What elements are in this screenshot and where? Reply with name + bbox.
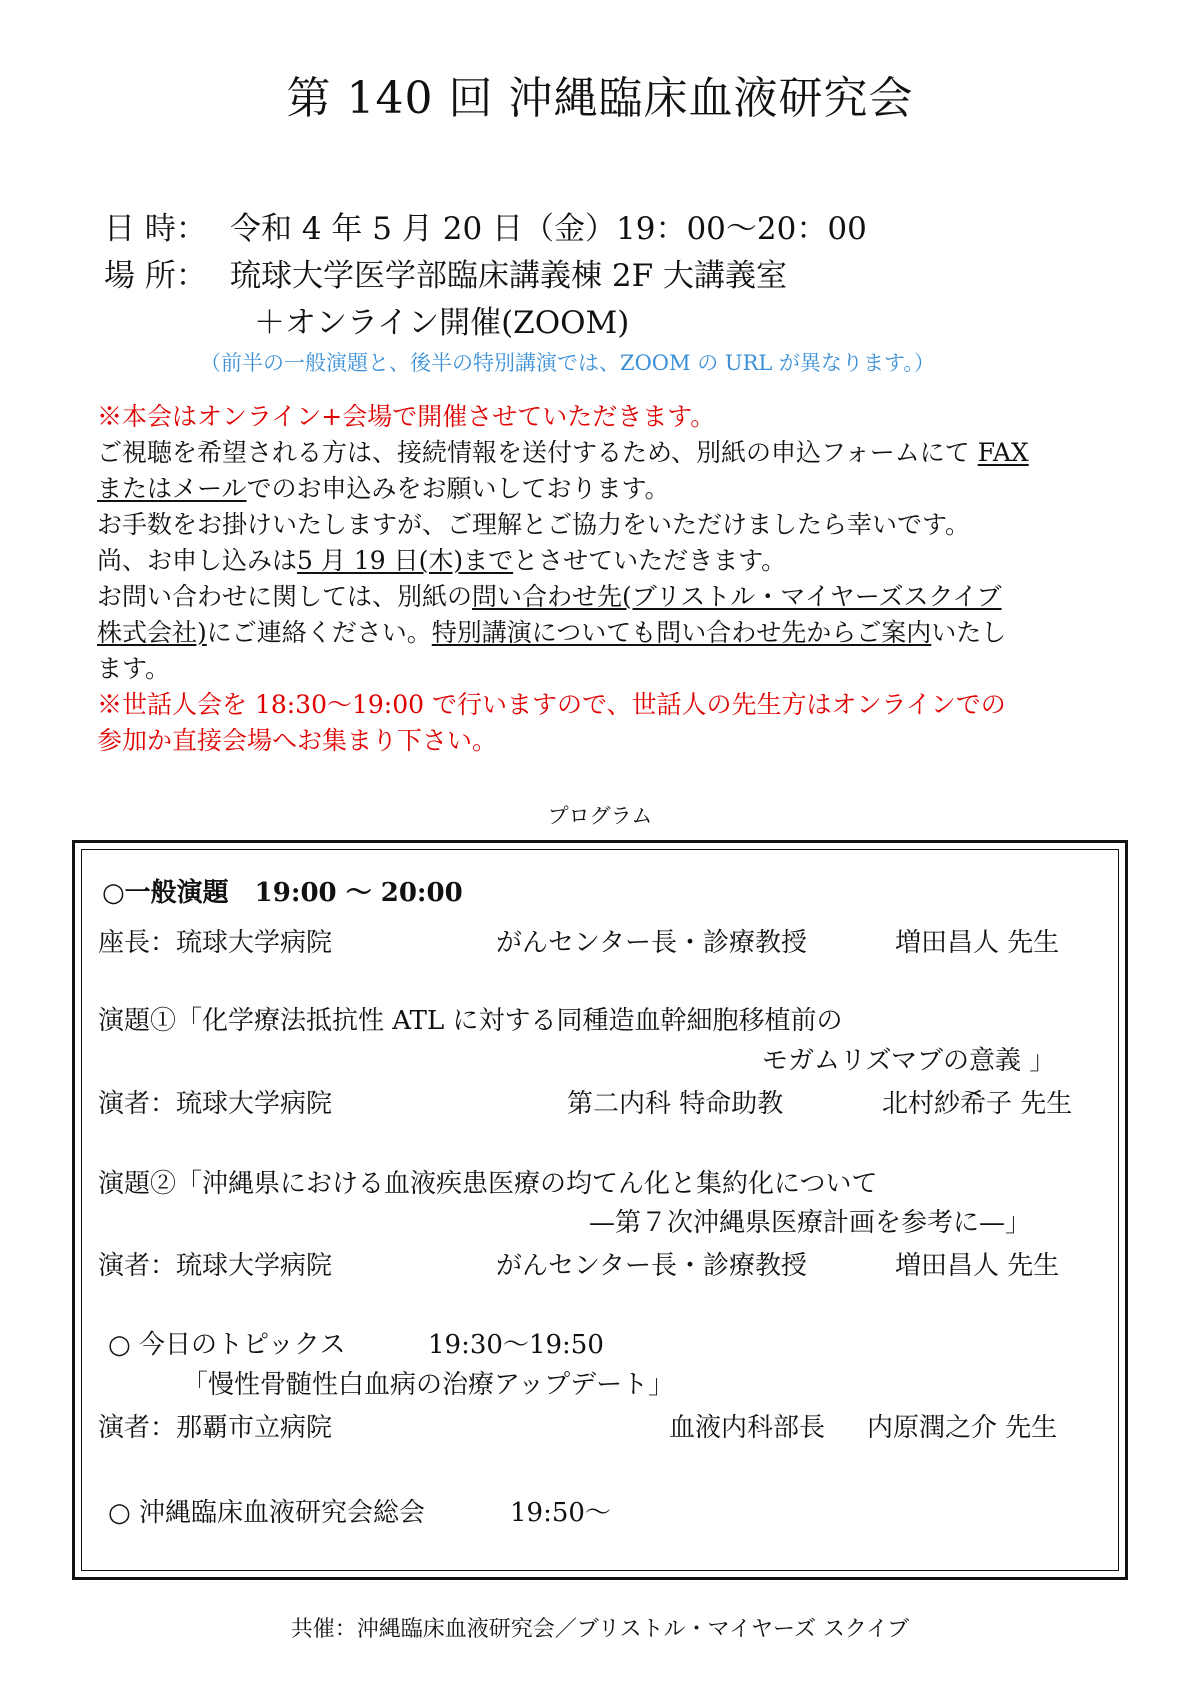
talk2-role: がんセンター長・診療教授 (496, 1251, 807, 1281)
chair-label: 座長：琉球大学病院 (98, 928, 333, 958)
place-value: 琉球大学医学部臨床講義棟 2F 大講義室 (230, 258, 787, 294)
date-value: 令和 4 年 5 月 20 日（金）19：00〜20：00 (230, 211, 867, 247)
notice-line: ※本会はオンライン+会場で開催させていただきます。 (97, 402, 716, 431)
topic-subtitle: 「慢性骨髄性白血病の治療アップデート」 (182, 1370, 675, 1400)
general-session-title: ○一般演題 19:00 〜 20:00 (102, 878, 463, 908)
program-heading: プログラム (547, 804, 653, 828)
topic-time: 19:30〜19:50 (428, 1330, 604, 1360)
notice-line: 尚、お申し込みは5 月 19 日(木)までとさせていただきます。 (97, 546, 787, 575)
program-box-inner (81, 849, 1119, 1571)
cosponsor-footer: 共催：沖縄臨床血液研究会／ブリストル・マイヤーズ スクイブ (290, 1617, 910, 1642)
notice-line: 参加か直接会場へお集まり下さい。 (97, 726, 498, 755)
page-title: 第 140 回 沖縄臨床血液研究会 (286, 73, 914, 124)
topic-role: 血液内科部長 (669, 1413, 826, 1443)
program-box (72, 840, 1128, 1580)
email-link[interactable]: またはメール (97, 474, 247, 503)
contact-link[interactable]: 問い合わせ先(ブリストル・マイヤーズスクイブ (472, 582, 1002, 611)
date-row (104, 203, 867, 248)
online-note: ＋オンライン開催(ZOOM) (254, 305, 630, 341)
zoom-url-note: （前半の一般演題と、後半の特別講演では、ZOOM の URL が異なります。） (200, 351, 935, 375)
talk2-title: 演題②「沖縄県における血液疾患医療の均てん化と集約化について (98, 1169, 878, 1199)
talk2-speaker: 演者：琉球大学病院 (98, 1251, 333, 1281)
talk2-name: 増田昌人 先生 (895, 1251, 1060, 1281)
place-row (104, 250, 787, 295)
talk2-subtitle: —第７次沖縄県医療計画を参考に—」 (589, 1208, 1032, 1238)
chair-name: 増田昌人 先生 (895, 928, 1060, 958)
notice-line: お手数をお掛けいたしますが、ご理解とご協力をいただけましたら幸いです。 (97, 510, 971, 539)
notice-line: ※世話人会を 18:30〜19:00 で行いますので、世話人の先生方はオンラインでの (97, 690, 1006, 719)
date-label: 日 時： (104, 211, 207, 247)
talk1-speaker: 演者：琉球大学病院 (98, 1089, 333, 1119)
talk1-name: 北村紗希子 先生 (882, 1089, 1073, 1119)
notice-line: 株式会社)にご連絡ください。特別講演についても問い合わせ先からご案内いたし (97, 618, 1007, 647)
place-label: 場 所： (104, 258, 207, 294)
assembly-time: 19:50〜 (510, 1498, 611, 1528)
talk1-subtitle: モガムリズマブの意義 」 (762, 1046, 1056, 1076)
notice-line: お問い合わせに関しては、別紙の問い合わせ先(ブリストル・マイヤーズスクイブ (97, 582, 1002, 611)
notice-line: ます。 (97, 654, 171, 683)
topic-speaker: 演者：那覇市立病院 (98, 1413, 333, 1443)
notice-line: ご視聴を希望される方は、接続情報を送付するため、別紙の申込フォームにて FAX (97, 438, 1029, 467)
fax-link[interactable]: FAX (977, 438, 1029, 467)
chair-role: がんセンター長・診療教授 (496, 928, 807, 958)
assembly-title: ○ 沖縄臨床血液研究会総会 (108, 1498, 425, 1528)
contact-link-cont[interactable]: 株式会社) (97, 618, 207, 647)
talk1-title: 演題①「化学療法抵抗性 ATL に対する同種造血幹細胞移植前の (98, 1006, 843, 1036)
talk1-role: 第二内科 特命助教 (567, 1089, 784, 1119)
notice-block (97, 399, 1029, 759)
topic-title: ○ 今日のトピックス (108, 1330, 346, 1360)
special-lecture-link[interactable]: 特別講演についても問い合わせ先からご案内 (431, 618, 932, 647)
notice-line: またはメールでのお申込みをお願いしております。 (97, 474, 670, 503)
deadline: 5 月 19 日(木)まで (297, 546, 514, 575)
topic-name: 内原潤之介 先生 (867, 1413, 1058, 1443)
